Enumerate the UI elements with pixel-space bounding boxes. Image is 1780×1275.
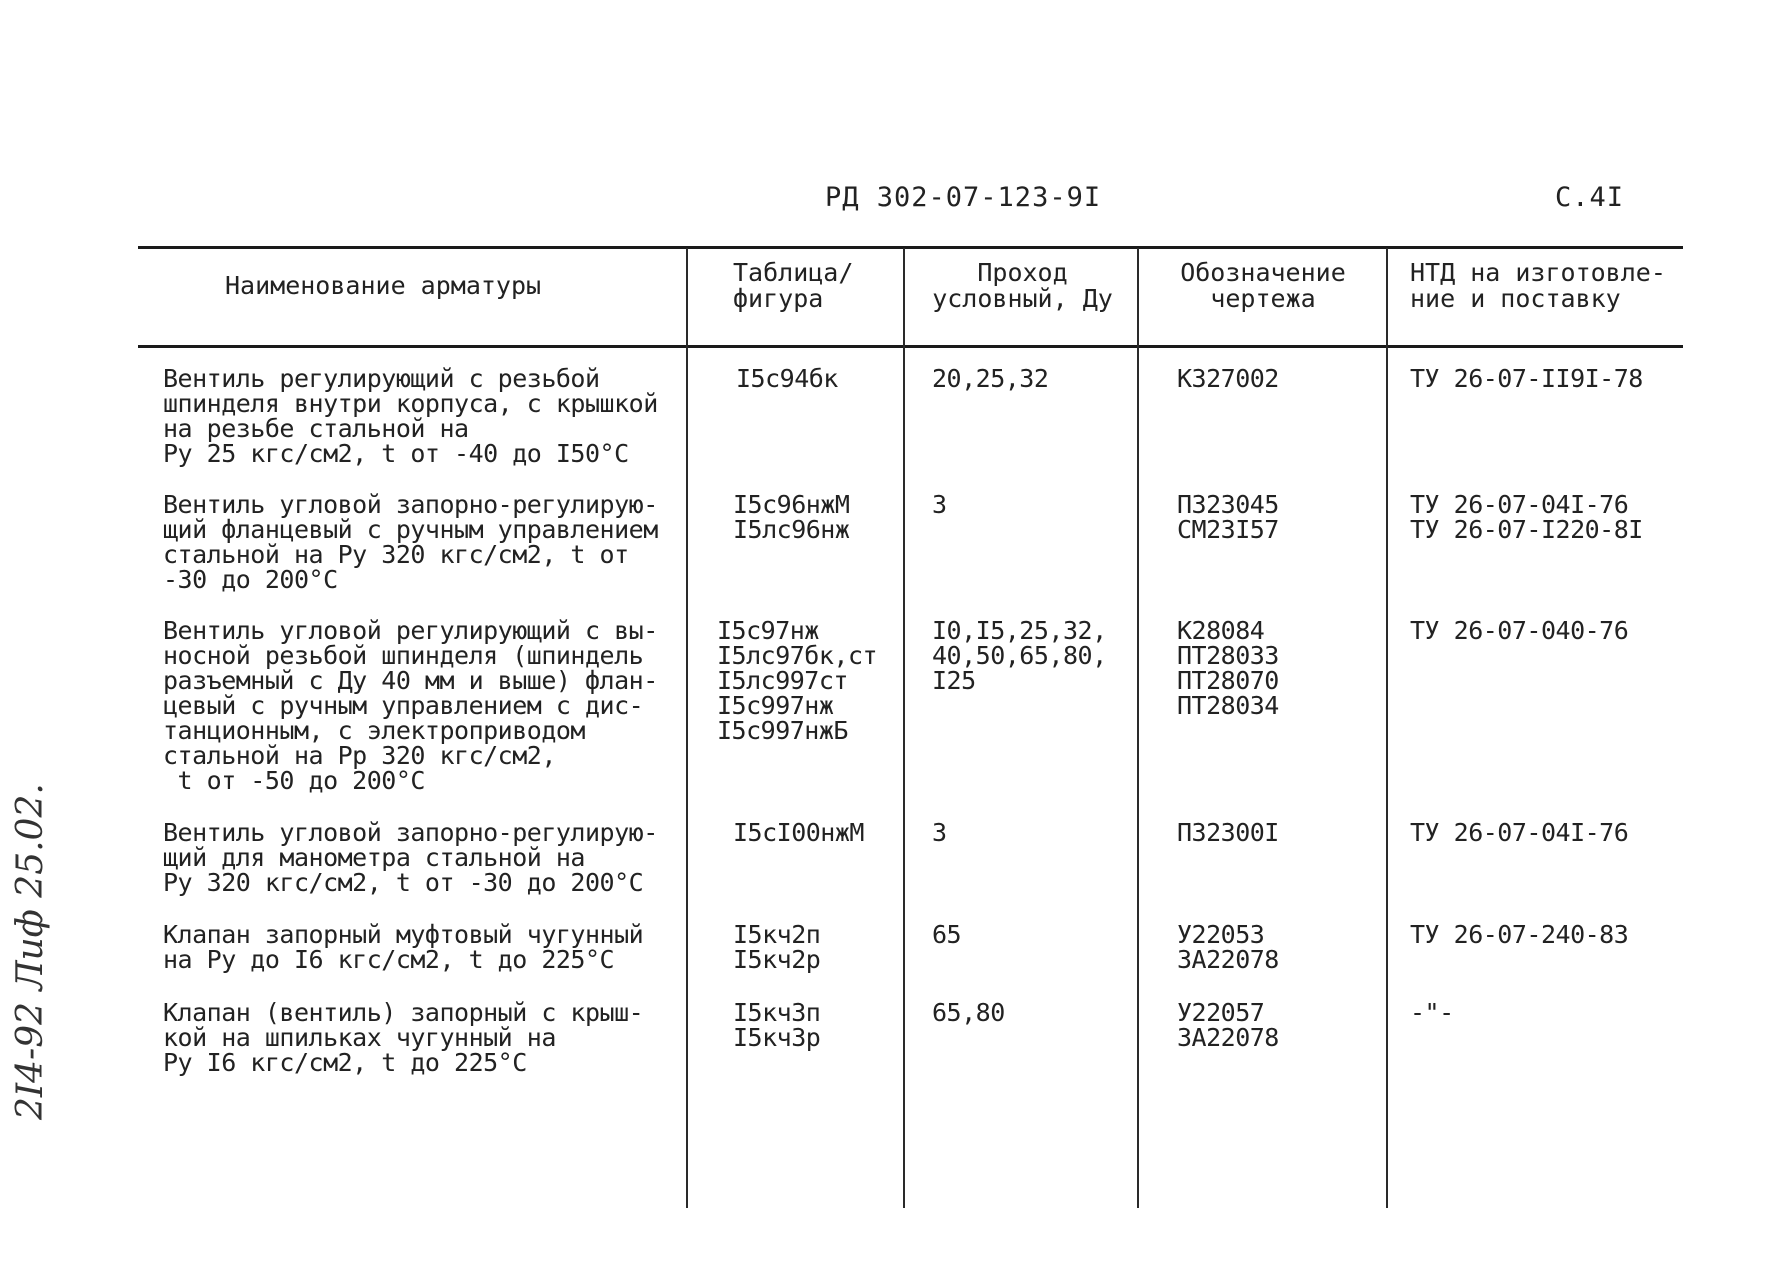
header-nominal-diameter: Проход условный, Ду	[932, 258, 1113, 313]
header-figure: Таблица/ фигура	[733, 258, 854, 313]
handwritten-margin-note: 2I4-92 Лиф 25.02.	[10, 783, 51, 1120]
row-3-dn: I0,I5,25,32, 40,50,65,80, I25	[932, 616, 1107, 695]
column-divider-4	[1386, 248, 1388, 1208]
row-5-name: Клапан запорный муфтовый чугунный на Ру до I6 кгс/см2, t до 225°С	[163, 920, 644, 974]
row-2-name: Вентиль угловой запорно-регулирую- щий фланцевый с ручным управлением стальной на Ру 320 кгс/см2, t от -30 до 200°С	[163, 490, 658, 594]
row-5-ntd: ТУ 26-07-240-83	[1410, 920, 1629, 949]
row-5-drawing: У22053 ЗА22078	[1177, 920, 1279, 974]
row-1-ntd: ТУ 26-07-II9I-78	[1410, 364, 1643, 393]
row-1-name: Вентиль регулирующий с резьбой шпинделя внутри корпуса, с крышкой на резьбе стальной на Ру 25 кгс/см2, t от -40 до I50°С	[163, 364, 658, 468]
header-name: Наименование арматуры	[225, 271, 542, 300]
column-divider-2	[903, 248, 905, 1208]
row-3-figure: I5с97нж I5лс97бк,ст I5лс997ст I5с997нж I5с997нжБ	[717, 616, 878, 745]
row-1-dn: 20,25,32	[932, 364, 1049, 393]
row-3-ntd: ТУ 26-07-040-76	[1410, 616, 1629, 645]
row-5-figure: I5кч2п I5кч2р	[733, 920, 821, 974]
header-drawing-designation: Обозначение чертежа	[1180, 258, 1346, 313]
row-4-drawing: П32300I	[1177, 818, 1279, 847]
column-divider-1	[686, 248, 688, 1208]
column-divider-3	[1137, 248, 1139, 1208]
row-6-drawing: У22057 ЗА22078	[1177, 998, 1279, 1052]
row-4-ntd: ТУ 26-07-04I-76	[1410, 818, 1629, 847]
table-header-rule	[138, 345, 1683, 348]
row-4-dn: 3	[932, 818, 947, 847]
row-6-name: Клапан (вентиль) запорный с крыш- кой на шпильках чугунный на Ру I6 кгс/см2, t до 225°С	[163, 998, 644, 1077]
row-1-figure: I5с94бк	[736, 364, 838, 393]
row-2-drawing: П323045 СМ23I57	[1177, 490, 1279, 544]
row-5-dn: 65	[932, 920, 962, 949]
document-code: РД 302-07-123-9I	[825, 182, 1102, 213]
row-3-name: Вентиль угловой регулирующий с вы- носной резьбой шпинделя (шпиндель разъемный с Ду 40 мм и выше) флан- цевый с ручным управлением с дис- танционным, с электроприводом стальной на Рр 320 кгс/см2, t от -50 до 200°С	[163, 616, 658, 795]
row-4-name: Вентиль угловой запорно-регулирую- щий для манометра стальной на Ру 320 кгс/см2, t от -30 до 200°С	[163, 818, 658, 897]
row-4-figure: I5сI00нжМ	[733, 818, 864, 847]
row-2-figure: I5с96нжМ I5лс96нж	[733, 490, 850, 544]
row-2-dn: 3	[932, 490, 947, 519]
header-ntd: НТД на изготовле- ние и поставку	[1410, 258, 1666, 313]
row-6-ntd: -"-	[1410, 998, 1454, 1027]
row-1-drawing: К327002	[1177, 364, 1279, 393]
row-3-drawing: К28084 ПТ28033 ПТ28070 ПТ28034	[1177, 616, 1279, 720]
row-6-dn: 65,80	[932, 998, 1005, 1027]
page-number: С.4I	[1555, 182, 1625, 213]
row-6-figure: I5кч3п I5кч3р	[733, 998, 821, 1052]
table-top-rule	[138, 246, 1683, 249]
row-2-ntd: ТУ 26-07-04I-76 ТУ 26-07-I220-8I	[1410, 490, 1643, 544]
